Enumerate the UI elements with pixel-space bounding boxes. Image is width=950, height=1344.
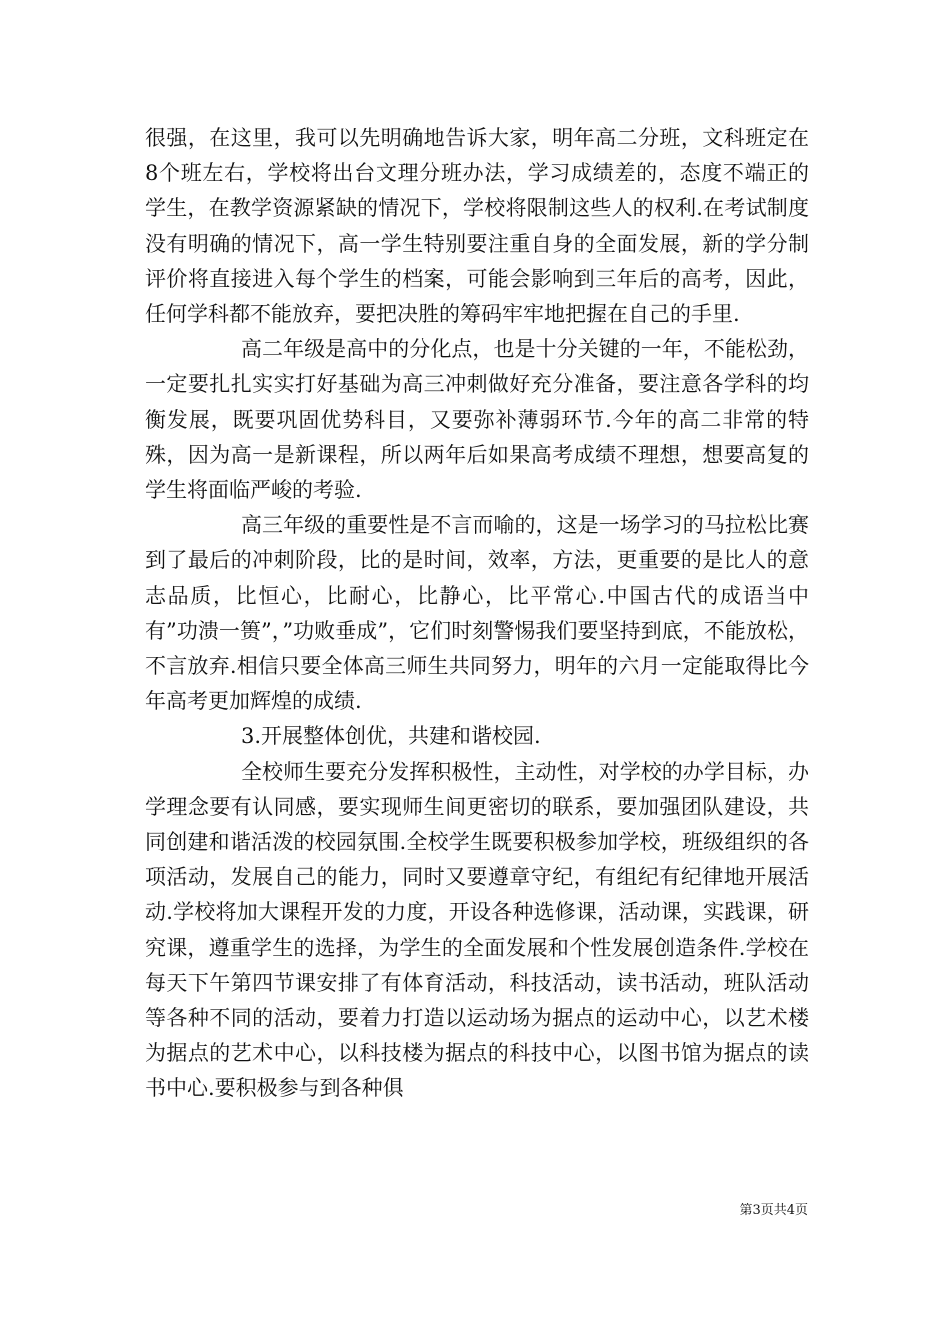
page-number-footer: 第3页共4页	[739, 1203, 808, 1218]
paragraph-1: 很强，在这里，我可以先明确地告诉大家，明年高二分班，文科班定在8个班左右，学校将出台文理分班办法，学习成绩差的，态度不端正的学生，在教学资源紧缺的情况下，学校将限制这些人的权利.在考试制度没有明确的情况下，高一学生特别要注重自身的全面发展，新的学分制评价将直接进入每个学生的档案，可能会影响到三年后的高考，因此，任何学科都不能放弃，要把决胜的筹码牢牢地把握在自己的手里.	[145, 126, 809, 327]
paragraph-5: 全校师生要充分发挥积极性，主动性，对学校的办学目标，办学理念要有认同感，要实现师生间更密切的联系，要加强团队建设，共同创建和谐活泼的校园氛围.全校学生既要积极参加学校，班级组织的各项活动，发展自己的能力，同时又要遵章守纪，有组纪有纪律地开展活动.学校将加大课程开发的力度，开设各种选修课，活动课，实践课，研究课，遵重学生的选择，为学生的全面发展和个性发展创造条件.学校在每天下午第四节课安排了有体育活动，科技活动，读书活动，班队活动等各种不同的活动，要着力打造以运动场为据点的运动中心，以艺术楼为据点的艺术中心，以科技楼为据点的科技中心，以图书馆为据点的读书中心.要积极参与到各种俱	[145, 759, 809, 1101]
section-heading: 3.开展整体创优，共建和谐校园.	[241, 724, 541, 749]
paragraph-3: 高三年级的重要性是不言而喻的，这是一场学习的马拉松比赛到了最后的冲刺阶段，比的是时间，效率，方法，更重要的是比人的意志品质，比恒心，比耐心，比静心，比平常心.中国古代的成语当中有”功溃一篑”，”功败垂成”，它们时刻警惕我们要坚持到底，不能放松，不言放弃.相信只要全体高三师生共同努力，明年的六月一定能取得比今年高考更加辉煌的成绩.	[145, 513, 809, 714]
document-body	[145, 121, 809, 1107]
paragraph-2: 高二年级是高中的分化点，也是十分关键的一年，不能松劲，一定要扎扎实实打好基础为高三冲刺做好充分准备，要注意各学科的均衡发展，既要巩固优势科目，又要弥补薄弱环节.今年的高二非常的特殊，因为高一是新课程，所以两年后如果高考成绩不理想，想要高复的学生将面临严峻的考验.	[145, 337, 809, 503]
